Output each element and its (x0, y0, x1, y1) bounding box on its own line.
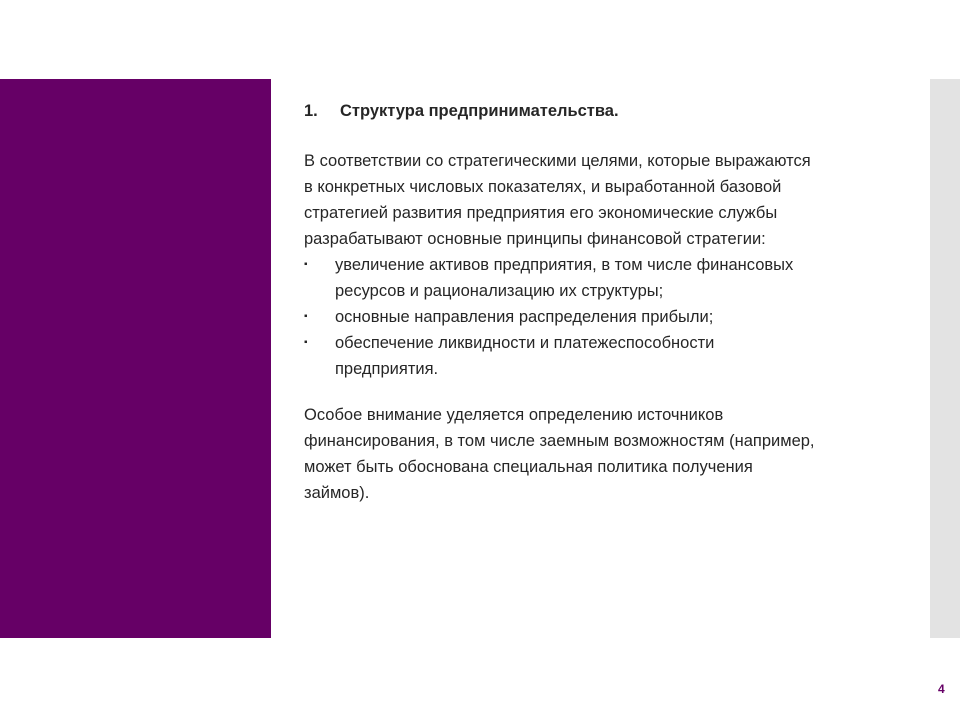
purple-side-panel (0, 79, 271, 638)
list-item-text (335, 304, 713, 330)
intro-line: стратегией развития предприятия его экономические службы (304, 204, 778, 222)
heading-number: 1. (304, 102, 318, 120)
gray-side-strip (930, 79, 960, 638)
intro-line: разрабатывают основные принципы финансовой стратегии: (304, 230, 766, 248)
intro-line: В соответствии со стратегическими целями, которые выражаются (304, 152, 811, 170)
list-item (304, 330, 914, 382)
list-item-text (335, 330, 714, 382)
list-item-line: предприятия. (335, 360, 439, 378)
square-bullet-icon: ▪ (304, 259, 308, 270)
closing-line: Особое внимание уделяется определению источников (304, 406, 724, 424)
closing-paragraph (304, 402, 914, 506)
closing-line: займов). (304, 484, 370, 502)
square-bullet-icon: ▪ (304, 337, 308, 348)
list-item-line: обеспечение ликвидности и платежеспособности (335, 334, 715, 352)
closing-line: может быть обоснована специальная политика получения (304, 458, 753, 476)
heading-text: Структура предпринимательства. (340, 102, 619, 120)
principles-list (304, 252, 914, 382)
list-item (304, 304, 914, 330)
intro-paragraph (304, 148, 914, 252)
closing-line: финансирования, в том числе заемным возможностям (например, (304, 432, 815, 450)
page-number: 4 (938, 682, 945, 696)
section-heading (304, 98, 914, 124)
list-item-text (335, 252, 793, 304)
list-item-line: ресурсов и рационализацию их структуры; (335, 282, 664, 300)
slide-content (304, 98, 914, 506)
list-item-line: увеличение активов предприятия, в том числе финансовых (335, 256, 794, 274)
list-item (304, 252, 914, 304)
list-item-line: основные направления распределения прибыли; (335, 308, 714, 326)
square-bullet-icon: ▪ (304, 311, 308, 322)
intro-line: в конкретных числовых показателях, и выработанной базовой (304, 178, 782, 196)
